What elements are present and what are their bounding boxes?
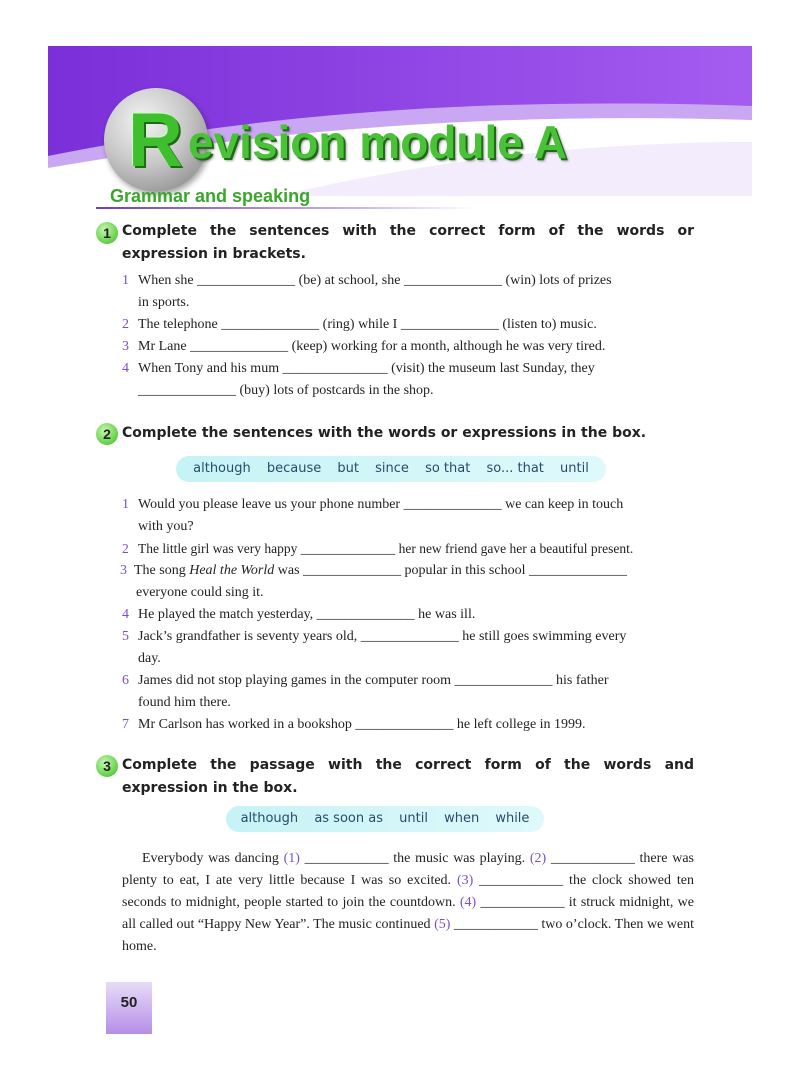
page-number: 50 (120, 994, 138, 1011)
item-text: Jack’s grandfather is seventy years old, ______________ he still goes swimming every (138, 629, 627, 644)
item-number: 5 (122, 629, 129, 644)
item-number: 4 (122, 607, 129, 622)
item-number: 6 (122, 673, 129, 688)
exercise-2-item-7 (122, 714, 694, 736)
box-word: although (240, 811, 299, 826)
song-title: Heal the World (189, 563, 275, 578)
item-text: The song (134, 563, 190, 578)
passage-text: ____________ the music was playing. (299, 851, 530, 866)
box-word: as soon as (314, 811, 383, 826)
box-word: until (399, 811, 428, 826)
item-text: Mr Lane ______________ (keep) working for a month, although he was very tired. (138, 339, 606, 354)
box-word: until (560, 461, 589, 476)
module-title: evision module A (188, 116, 568, 168)
blank-label-4: (4) (459, 895, 477, 910)
blank-label-2: (2) (529, 851, 547, 866)
item-number: 7 (122, 717, 129, 732)
section-underline (96, 207, 476, 209)
exercise-3-number: 3 (96, 755, 118, 777)
box-word: because (266, 461, 322, 476)
box-word: so that (425, 461, 471, 476)
exercise-2-item-4 (122, 604, 694, 626)
blank-label-5: (5) (434, 917, 451, 932)
passage-text: ____________ it struck midnight, we all called out “Happy New Year”. The music continued (122, 895, 694, 932)
exercise-1-item-1 (122, 270, 694, 314)
word-box-3 (226, 806, 544, 832)
item-text-cont: everyone could sing it. (136, 585, 264, 600)
box-word: so... that (486, 461, 544, 476)
word-box-2 (176, 456, 606, 482)
passage-text: ____________ the clock showed ten seconds to midnight, people started to join the countdown. (122, 873, 695, 910)
box-word: since (375, 461, 409, 476)
box-word: but (337, 461, 359, 476)
item-text-cont: day. (138, 651, 161, 666)
exercise-1-item-3 (122, 336, 694, 358)
blank-label-1: (1) (283, 851, 300, 866)
exercise-2-number: 2 (96, 423, 118, 445)
passage-text: ____________ there was plenty to eat, I ate very little because I was so excited. (122, 851, 694, 888)
item-text: He played the match yesterday, ______________ he was ill. (138, 607, 476, 622)
exercise-2-item-5 (122, 626, 694, 670)
exercise-3-passage (122, 848, 694, 958)
exercise-2-item-1 (122, 494, 694, 538)
box-word: although (193, 461, 251, 476)
blank-label-3: (3) (456, 873, 474, 888)
box-word: while (495, 811, 530, 826)
exercise-1-instruction: Complete the sentences with the correct form of the words or expression in brackets. (122, 223, 694, 262)
item-number: 1 (122, 273, 129, 288)
title-first-letter: R (128, 98, 183, 183)
item-text: The little girl was very happy ______________ her new friend gave her a beautiful present. (138, 541, 634, 556)
item-text: Mr Carlson has worked in a bookshop ______________ he left college in 1999. (138, 717, 586, 732)
item-number: 1 (122, 497, 129, 512)
item-text: was ______________ popular in this school ______________ (274, 563, 627, 578)
exercise-1-item-2 (122, 314, 694, 336)
passage-text: ____________ two o’clock. Then we went home. (122, 917, 695, 954)
item-text-cont: in sports. (138, 295, 190, 310)
item-text: James did not stop playing games in the computer room ______________ his father (138, 673, 609, 688)
exercise-2-instruction: Complete the sentences with the words or expressions in the box. (122, 425, 647, 441)
item-text-cont: ______________ (buy) lots of postcards in the shop. (138, 383, 434, 398)
item-text-cont: found him there. (138, 695, 231, 710)
item-number: 2 (122, 317, 129, 332)
section-heading: Grammar and speaking (110, 186, 311, 206)
item-text: When Tony and his mum _______________ (visit) the museum last Sunday, they (138, 361, 595, 376)
passage-text: Everybody was dancing (142, 851, 284, 866)
item-number: 3 (122, 339, 129, 354)
exercise-3-instruction: Complete the passage with the correct form of the words and expression in the box. (122, 757, 694, 796)
item-number: 2 (122, 541, 129, 556)
item-number: 4 (122, 361, 129, 376)
exercise-1-item-4 (122, 358, 694, 402)
item-text-cont: with you? (138, 519, 194, 534)
item-text: Would you please leave us your phone number ______________ we can keep in touch (138, 497, 624, 512)
item-text: The telephone ______________ (ring) while I ______________ (listen to) music. (138, 317, 597, 332)
item-number: 3 (120, 563, 127, 578)
exercise-2-item-6 (122, 670, 694, 714)
exercise-2-item-2 (122, 538, 694, 560)
exercise-2-item-3 (120, 560, 692, 604)
box-word: when (444, 811, 480, 826)
item-text: When she ______________ (be) at school, she ______________ (win) lots of prizes (138, 273, 612, 288)
exercise-1-number: 1 (96, 222, 118, 244)
